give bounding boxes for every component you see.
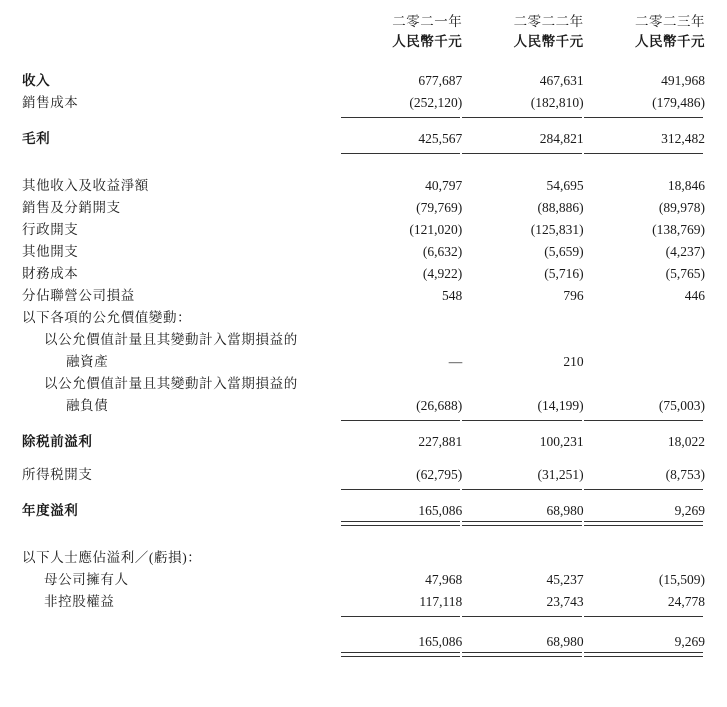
row-value: (8,753) [665,467,705,482]
row-value: (6,632) [422,244,463,259]
row-label-other-expenses: 其他開支 [22,244,79,259]
row-label-revenue: 收入 [22,73,51,88]
row-value: 100,231 [539,434,584,449]
spacer [22,154,705,172]
row-value: 284,821 [539,131,584,146]
column-header-unit-1: 人民幣千元 [392,34,463,49]
row-value [341,326,462,348]
row-value: 796 [563,288,584,303]
row-value: (4,922) [422,266,463,281]
row-value: 47,968 [425,572,463,587]
row-value: 68,980 [546,634,584,649]
rule-row-double [22,650,705,657]
row-value: — [448,354,463,369]
spacer [22,118,705,125]
table-row [22,282,705,304]
spacer [22,450,705,461]
row-value: (88,886) [537,200,584,215]
row-label-cost-of-sales: 銷售成本 [22,95,79,110]
row-value: (79,769) [416,200,463,215]
table-row [22,304,705,326]
row-label-share-of-associates: 分佔聯營公司損益 [22,288,135,303]
row-value: 548 [441,288,463,303]
row-value [584,348,705,370]
row-value: (89,978) [658,200,705,215]
row-label-fvtpl-liabilities-line2: 融負債 [66,398,109,413]
row-value [341,304,462,326]
row-value: 68,980 [546,503,584,518]
row-value: 227,881 [418,434,463,449]
rule-row-single [22,483,705,490]
spacer [22,617,705,628]
row-label-total-blank [22,628,341,650]
header-blank-cell-2 [22,30,341,60]
row-label-fvtpl-liabilities-line1: 以公允價值計量且其變動計入當期損益的 [44,376,298,391]
column-header-year-3: 二零二三年 [635,14,705,29]
table-row [22,67,705,89]
row-label-other-income: 其他收入及收益淨額 [22,178,149,193]
row-value: (252,120) [409,95,463,110]
row-value: (62,795) [416,467,463,482]
row-value: 677,687 [418,73,463,88]
spacer [22,526,705,544]
row-value: (182,810) [530,95,584,110]
row-value: 491,968 [661,73,705,88]
row-value: 54,695 [546,178,584,193]
row-label-fvtpl-assets-line1: 以公允價值計量且其變動計入當期損益的 [44,332,298,347]
row-value [584,304,705,326]
column-header-unit-3: 人民幣千元 [635,34,705,49]
row-value [341,370,462,392]
row-label-profit-for-the-year: 年度溢利 [22,503,79,518]
rule-row-single [22,414,705,421]
row-label-finance-costs: 財務成本 [22,266,79,281]
row-value: 117,118 [419,594,463,609]
rule-row-double [22,519,705,526]
row-value [462,544,583,566]
row-label-owners-of-parent: 母公司擁有人 [44,572,129,587]
row-label-fair-value-changes-heading: 以下各項的公允價值變動： [22,310,192,325]
column-header-year-2: 二零二二年 [513,14,584,29]
row-value: 165,086 [418,634,463,649]
row-value [584,370,705,392]
row-value [584,544,705,566]
row-value: (14,199) [537,398,584,413]
row-label-fvtpl-assets-line2: 融資產 [66,354,109,369]
row-value: (179,486) [652,95,705,110]
row-label-gross-profit: 毛利 [22,131,51,146]
row-value: 467,631 [539,73,584,88]
table-row [22,392,705,414]
spacer [22,60,705,67]
row-value: 23,743 [546,594,584,609]
row-value: (5,659) [544,244,584,259]
column-header-unit-2: 人民幣千元 [513,34,584,49]
row-label-attributable-heading: 以下人士應佔溢利／(虧損)： [22,550,202,565]
header-blank-cell [22,10,341,30]
rule-row-single [22,111,705,118]
table-header-year-row [22,10,705,30]
table-row [22,628,705,650]
table-row [22,497,705,519]
row-value: 312,482 [661,131,705,146]
row-value [462,326,583,348]
table-row [22,216,705,238]
row-label-admin-expenses: 行政開支 [22,222,79,237]
row-label-selling-distribution: 銷售及分銷開支 [22,200,121,215]
table-row [22,326,705,348]
row-value: (5,765) [665,266,705,281]
row-value: 40,797 [425,178,463,193]
table-row [22,260,705,282]
row-value: 18,022 [667,434,705,449]
row-value: 24,778 [667,594,705,609]
table-row [22,370,705,392]
row-value [341,544,462,566]
row-value: (4,237) [665,244,705,259]
row-value: (121,020) [409,222,463,237]
row-value: (138,769) [652,222,705,237]
table-row [22,428,705,450]
row-value: 425,567 [418,131,463,146]
row-value: (31,251) [537,467,584,482]
row-value: (75,003) [658,398,705,413]
row-value: 18,846 [667,178,705,193]
table-row [22,194,705,216]
row-value: 210 [563,354,584,369]
row-value: 9,269 [674,503,705,518]
row-value: (5,716) [544,266,584,281]
rule-row-single [22,610,705,617]
rule-row-single [22,147,705,154]
row-value: 165,086 [418,503,463,518]
table-row [22,125,705,147]
income-statement-table [22,10,705,657]
row-value [462,304,583,326]
table-row [22,89,705,111]
row-value [584,326,705,348]
table-row [22,566,705,588]
row-label-non-controlling-interests: 非控股權益 [44,594,115,609]
row-value: 9,269 [674,634,705,649]
table-row [22,238,705,260]
spacer [22,490,705,497]
table-row [22,544,705,566]
row-label-income-tax-expense: 所得税開支 [22,467,93,482]
row-value: (125,831) [530,222,584,237]
column-header-year-1: 二零二一年 [392,14,463,29]
row-value: 446 [684,288,705,303]
table-row [22,461,705,483]
table-row [22,172,705,194]
row-value: 45,237 [546,572,584,587]
table-row [22,588,705,610]
spacer [22,421,705,428]
row-value: (26,688) [416,398,463,413]
table-row [22,348,705,370]
row-value: (15,509) [658,572,705,587]
row-value [462,370,583,392]
row-label-profit-before-tax: 除税前溢利 [22,434,93,449]
table-header-unit-row [22,30,705,60]
